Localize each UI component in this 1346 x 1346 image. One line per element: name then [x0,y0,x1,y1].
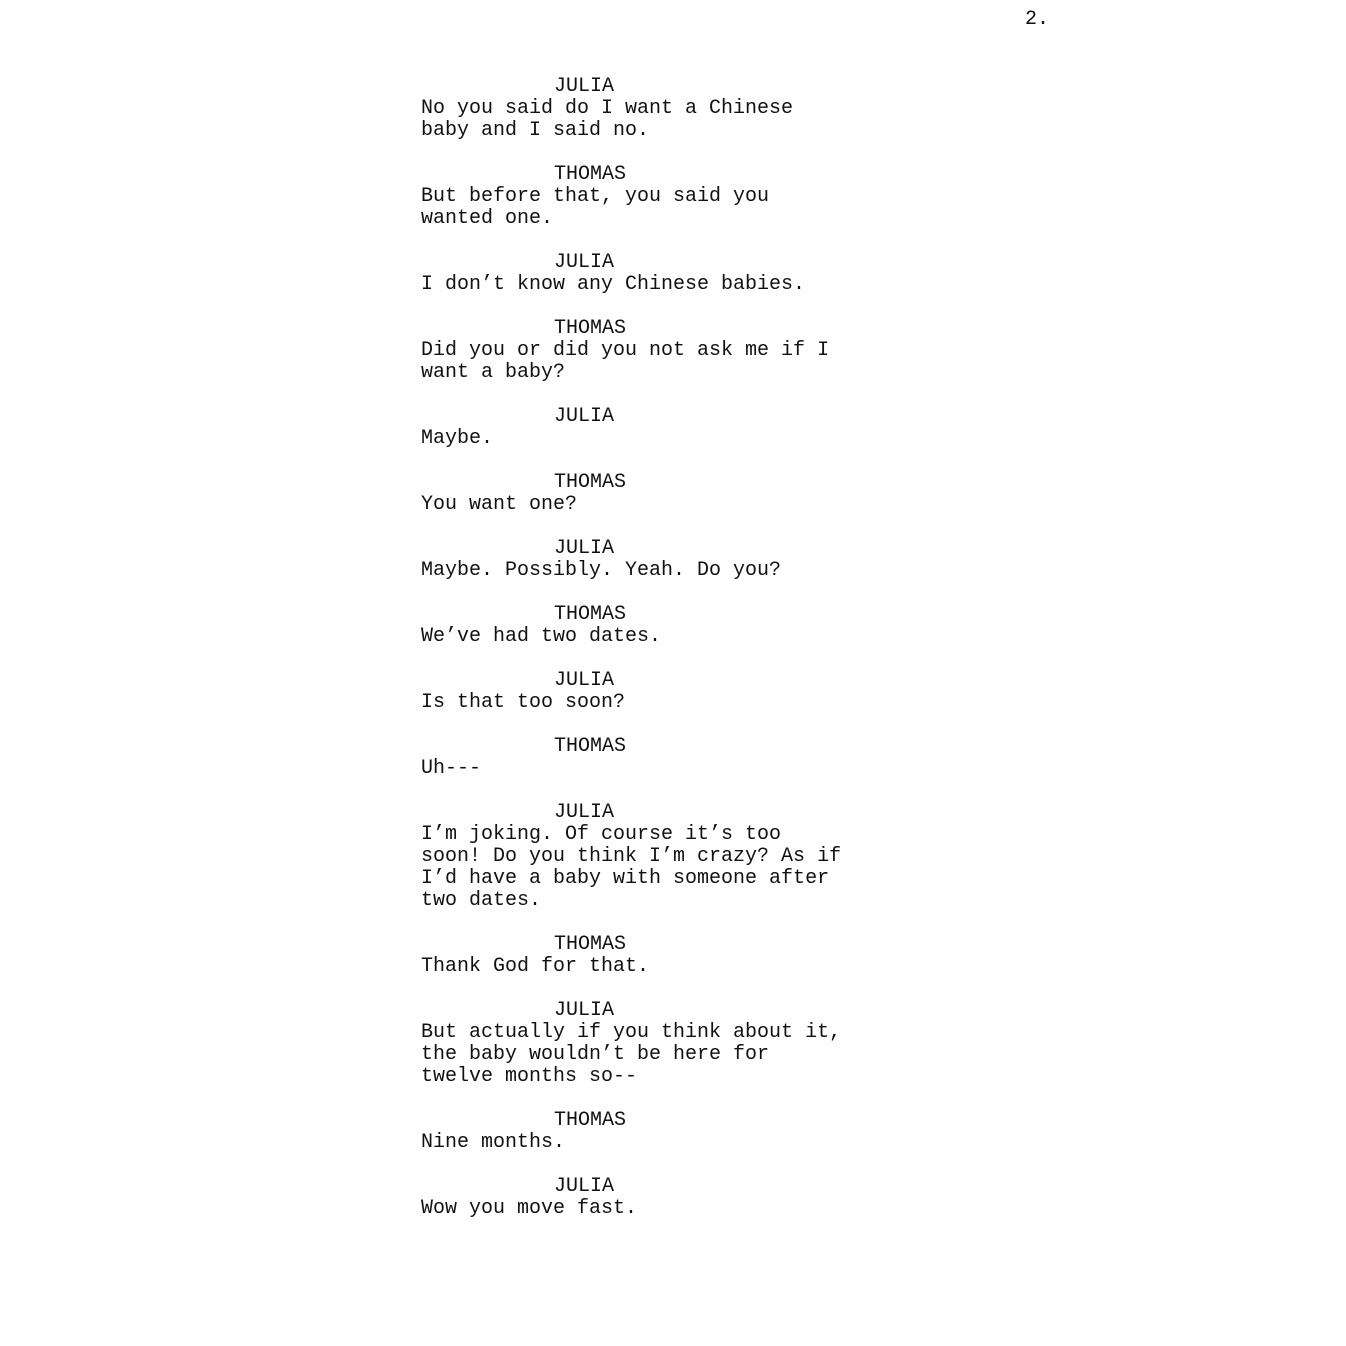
dialogue-block [421,538,921,582]
dialogue-line: But before that, you said you [421,185,770,208]
character-name: THOMAS [554,603,627,626]
character-name: JULIA [554,669,615,692]
dialogue-block [421,406,921,450]
dialogue-block [421,164,921,230]
dialogue-line: I’m joking. Of course it’s too [421,823,782,846]
character-name: JULIA [554,251,615,274]
dialogue-block [421,934,921,978]
dialogue-block [421,1000,921,1088]
character-name: THOMAS [554,735,627,758]
character-name: THOMAS [554,163,627,186]
dialogue-line: Is that too soon? [421,691,626,714]
dialogue-block [421,1110,921,1154]
dialogue-line: I’d have a baby with someone after [421,867,830,890]
dialogue-block [421,802,921,912]
character-name: THOMAS [554,471,627,494]
dialogue-line: wanted one. [421,207,554,230]
dialogue-list [421,76,921,1242]
dialogue-line: Thank God for that. [421,955,650,978]
character-name: JULIA [554,537,615,560]
dialogue-block [421,318,921,384]
character-name: JULIA [554,405,615,428]
dialogue-line: Maybe. Possibly. Yeah. Do you? [421,559,782,582]
dialogue-line: But actually if you think about it, [421,1021,842,1044]
dialogue-line: No you said do I want a Chinese [421,97,794,120]
dialogue-block [421,670,921,714]
dialogue-line: baby and I said no. [421,119,650,142]
dialogue-block [421,76,921,142]
dialogue-line: the baby wouldn’t be here for [421,1043,770,1066]
character-name: JULIA [554,1175,615,1198]
character-name: THOMAS [554,933,627,956]
dialogue-line: Did you or did you not ask me if I [421,339,830,362]
dialogue-block [421,472,921,516]
character-name: THOMAS [554,1109,627,1132]
dialogue-line: Nine months. [421,1131,566,1154]
character-name: JULIA [554,75,615,98]
dialogue-line: Uh--- [421,757,482,780]
dialogue-block [421,252,921,296]
dialogue-line: two dates. [421,889,542,912]
dialogue-line: twelve months so-- [421,1065,638,1088]
character-name: JULIA [554,801,615,824]
dialogue-line: soon! Do you think I’m crazy? As if [421,845,842,868]
dialogue-line: Maybe. [421,427,494,450]
page-number: 2. [1025,8,1050,31]
dialogue-line: want a baby? [421,361,566,384]
character-name: JULIA [554,999,615,1022]
character-name: THOMAS [554,317,627,340]
dialogue-line: You want one? [421,493,578,516]
dialogue-block [421,736,921,780]
dialogue-line: We’ve had two dates. [421,625,662,648]
dialogue-line: I don’t know any Chinese babies. [421,273,806,296]
dialogue-block [421,604,921,648]
dialogue-line: Wow you move fast. [421,1197,638,1220]
dialogue-block [421,1176,921,1220]
